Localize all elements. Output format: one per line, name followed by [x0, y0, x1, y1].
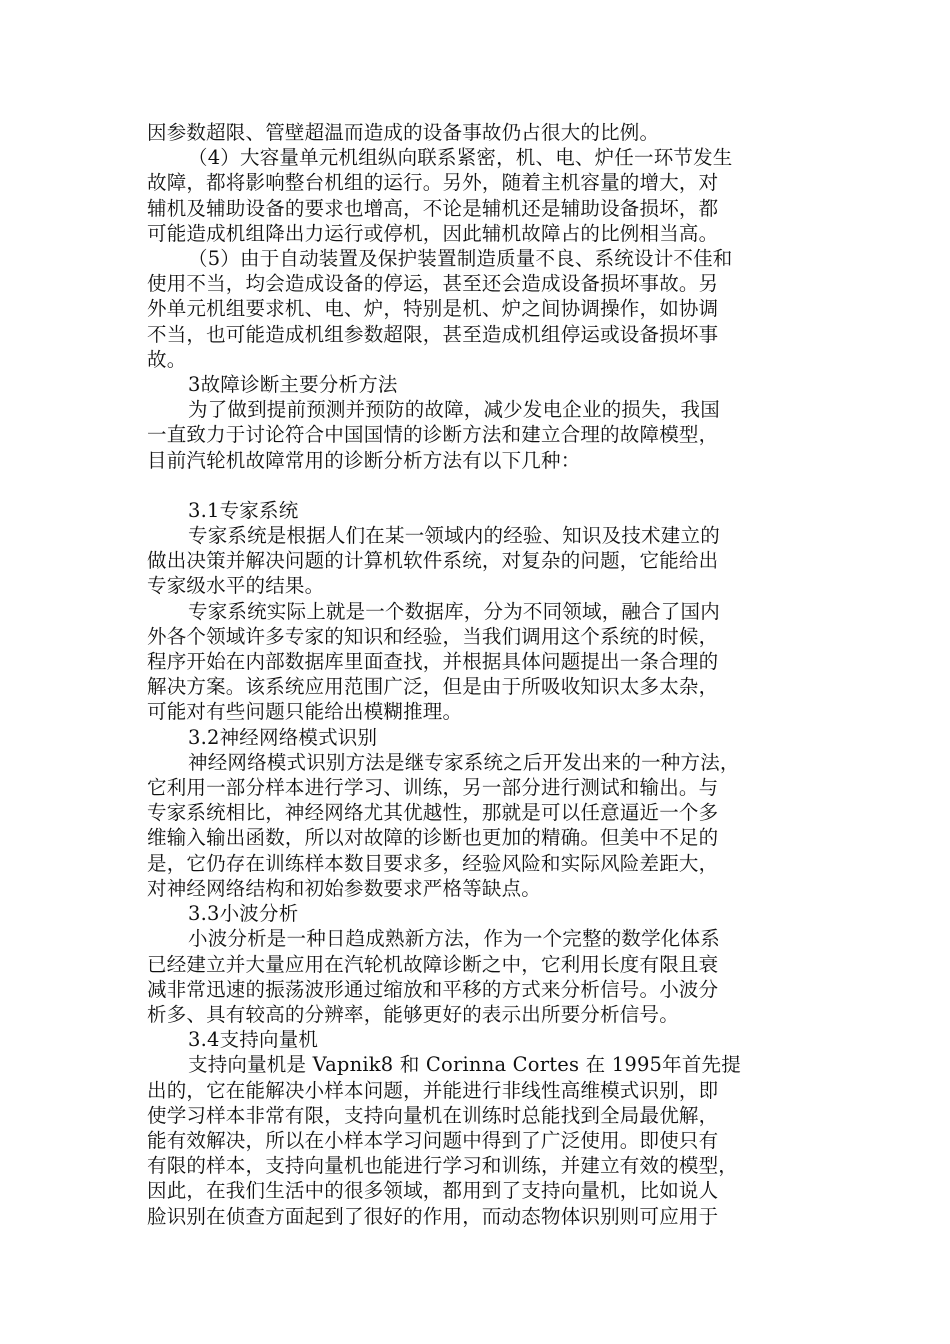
text-line: 有限的样本，支持向量机也能进行学习和训练，并建立有效的模型，: [147, 1154, 739, 1178]
text-line: 外单元机组要求机、电、炉，特别是机、炉之间协调操作，如协调: [147, 297, 719, 321]
text-line: 维输入输出函数，所以对故障的诊断也更加的精确。但美中不足的: [147, 826, 719, 850]
text-line: 目前汽轮机故障常用的诊断分析方法有以下几种：: [147, 448, 581, 472]
text-line: 因此，在我们生活中的很多领域，都用到了支持向量机，比如说人: [147, 1179, 719, 1203]
text-line: 一直致力于讨论符合中国国情的诊断方法和建立合理的故障模型，: [147, 423, 719, 447]
text-line: 程序开始在内部数据库里面查找，并根据具体问题提出一条合理的: [147, 650, 719, 674]
text-line: 辅机及辅助设备的要求也增高，不论是辅机还是辅助设备损坏，都: [147, 196, 719, 220]
text-line: 脸识别在侦查方面起到了很好的作用，而动态物体识别则可应用于: [147, 1204, 719, 1228]
blank-line: [147, 473, 807, 498]
text-line: 对神经网络结构和初始参数要求严格等缺点。: [147, 876, 542, 900]
text-line: 因参数超限、管壁超温而造成的设备事故仍占很大的比例。: [147, 121, 660, 144]
text-line: 使用不当，均会造成设备的停运，甚至还会造成设备损坏事故。另: [147, 272, 719, 296]
text-line: 解决方案。该系统应用范围广泛，但是由于所吸收知识太多太杂，: [147, 675, 719, 699]
text-line: 减非常迅速的振荡波形通过缩放和平移的方式来分析信号。小波分: [147, 977, 719, 1001]
text-line: 3.3小波分析: [188, 902, 299, 926]
text-line: 专家级水平的结果。: [147, 574, 325, 598]
text-line: 故障，都将影响整台机组的运行。另外，随着主机容量的增大，对: [147, 171, 719, 195]
text-line: 使学习样本非常有限，支持向量机在训练时总能找到全局最优解，: [147, 1103, 719, 1127]
text-line: 支持向量机是 Vapnik8 和 Corinna Cortes 在 1995年首先提: [188, 1053, 741, 1077]
text-line: 不当，也可能造成机组参数超限，甚至造成机组停运或设备损坏事: [147, 322, 719, 346]
text-line: 为了做到提前预测并预防的故障，减少发电企业的损失，我国: [188, 398, 720, 422]
text-line: （5）由于自动装置及保护装置制造质量不良、系统设计不佳和: [188, 247, 733, 271]
text-line: 它利用一部分样本进行学习、训练，另一部分进行测试和输出。与: [147, 776, 719, 800]
text-line: 故。: [147, 347, 187, 371]
text-line: 可能造成机组降出力运行或停机，因此辅机故障占的比例相当高。: [147, 221, 719, 245]
text-line: 做出决策并解决问题的计算机软件系统，对复杂的问题，它能给出: [147, 549, 719, 573]
text-line: 出的，它在能解决小样本问题，并能进行非线性高维模式识别，即: [147, 1078, 719, 1102]
text-line: 神经网络模式识别方法是继专家系统之后开发出来的一种方法，: [188, 750, 740, 774]
text-line: 3.4支持向量机: [188, 1028, 319, 1052]
text-line: 是，它仍存在训练样本数目要求多，经验风险和实际风险差距大，: [147, 851, 719, 875]
text-line: 小波分析是一种日趋成熟新方法，作为一个完整的数学化体系: [188, 927, 720, 951]
text-line: 已经建立并大量应用在汽轮机故障诊断之中，它利用长度有限且衰: [147, 952, 719, 976]
document-page: [147, 120, 807, 1229]
text-line: 可能对有些问题只能给出模糊推理。: [147, 700, 463, 724]
text-line: 专家系统是根据人们在某一领域内的经验、知识及技术建立的: [188, 524, 720, 548]
text-line: （4）大容量单元机组纵向联系紧密，机、电、炉任一环节发生: [188, 146, 733, 170]
text-line: 3故障诊断主要分析方法: [188, 373, 398, 397]
text-line: 专家系统相比，神经网络尤其优越性，那就是可以任意逼近一个多: [147, 801, 719, 825]
text-line: 外各个领域许多专家的知识和经验，当我们调用这个系统的时候，: [147, 624, 719, 648]
text-line: 3.1专家系统: [188, 498, 299, 522]
text-line: 3.2神经网络模式识别: [188, 725, 378, 749]
text-line: 能有效解决，所以在小样本学习问题中得到了广泛使用。即使只有: [147, 1128, 719, 1152]
text-line: 专家系统实际上就是一个数据库，分为不同领域，融合了国内: [188, 599, 720, 623]
text-line: 析多、具有较高的分辨率，能够更好的表示出所要分析信号。: [147, 1002, 679, 1026]
